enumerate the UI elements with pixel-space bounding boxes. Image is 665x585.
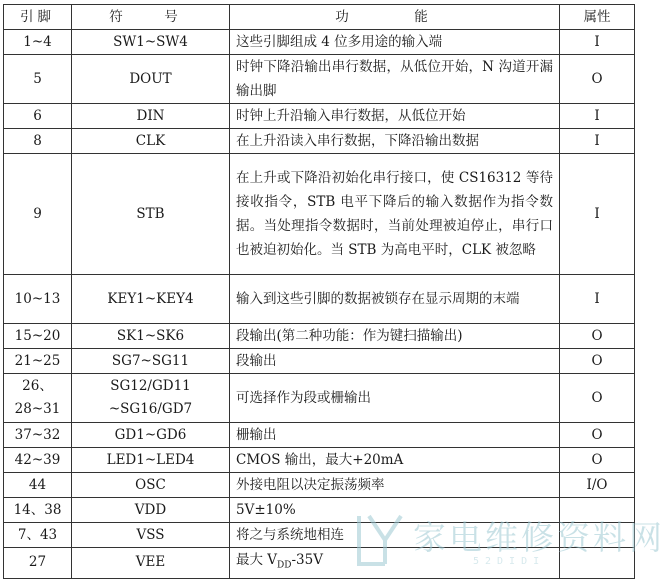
table-row <box>4 448 635 473</box>
function-cell: 5V±10% <box>230 498 560 523</box>
symbol-cell: SK1~SK6 <box>72 324 230 349</box>
symbol-cell: STB <box>72 154 230 275</box>
table-row <box>4 374 635 423</box>
function-cell: 段输出 <box>230 349 560 374</box>
attr-cell: I <box>560 104 635 129</box>
watermark-subtext: 52DIDI <box>473 556 546 567</box>
pin-cell: 37~32 <box>4 423 72 448</box>
symbol-cell: VSS <box>72 523 230 548</box>
header-attr: 属性 <box>560 5 635 30</box>
attr-cell <box>560 498 635 523</box>
pin-cell: 15~20 <box>4 324 72 349</box>
function-cell: 段输出(第二种功能：作为键扫描输出) <box>230 324 560 349</box>
function-cell: 在上升或下降沿初始化串行接口，使 CS16312 等待接收指令，STB 电平下降后的输入数据作为指令数据。当处理指令数据时，当前处理被迫停止，串行口也被迫初始化。当 STB 为高电平时，CLK 被忽略 <box>230 154 560 275</box>
header-symbol: 符 号 <box>72 5 230 30</box>
watermark-text: 家电维修资料网 <box>413 518 665 557</box>
symbol-cell: KEY1~KEY4 <box>72 275 230 324</box>
table-row <box>4 55 635 104</box>
attr-cell: I <box>560 129 635 154</box>
pin-cell: 10~13 <box>4 275 72 324</box>
pin-cell: 14、38 <box>4 498 72 523</box>
pin-cell: 5 <box>4 55 72 104</box>
pin-cell: 27 <box>4 548 72 579</box>
table-row <box>4 473 635 498</box>
symbol-cell: OSC <box>72 473 230 498</box>
symbol-cell: LED1~LED4 <box>72 448 230 473</box>
pin-cell: 6 <box>4 104 72 129</box>
pin-cell: 8 <box>4 129 72 154</box>
pin-cell: 44 <box>4 473 72 498</box>
table-row <box>4 324 635 349</box>
symbol-cell: CLK <box>72 129 230 154</box>
pin-cell: 42~39 <box>4 448 72 473</box>
symbol-cell: SG7~SG11 <box>72 349 230 374</box>
pin-cell: 7、43 <box>4 523 72 548</box>
attr-cell: O <box>560 448 635 473</box>
function-cell: 在上升沿读入串行数据，下降沿输出数据 <box>230 129 560 154</box>
attr-cell: O <box>560 423 635 448</box>
table-header-row <box>4 5 635 30</box>
function-suffix: -35V <box>291 552 323 568</box>
attr-cell: O <box>560 374 635 423</box>
function-cell: 输入到这些引脚的数据被锁存在显示周期的末端 <box>230 275 560 324</box>
function-cell: 将之与系统地相连 <box>230 523 560 548</box>
attr-cell: O <box>560 55 635 104</box>
pin-cell: 21~25 <box>4 349 72 374</box>
symbol-cell: DIN <box>72 104 230 129</box>
attr-cell: O <box>560 324 635 349</box>
header-function: 功 能 <box>230 5 560 30</box>
table-row <box>4 30 635 55</box>
table-row <box>4 275 635 324</box>
pin-cell: 26、28~31 <box>4 374 72 423</box>
function-cell <box>230 548 560 579</box>
symbol-cell: SW1~SW4 <box>72 30 230 55</box>
symbol-cell: VEE <box>72 548 230 579</box>
attr-cell: I/O <box>560 473 635 498</box>
symbol-cell: DOUT <box>72 55 230 104</box>
function-subscript: DD <box>277 560 292 571</box>
function-cell: CMOS 输出，最大+20mA <box>230 448 560 473</box>
attr-cell: I <box>560 30 635 55</box>
attr-cell: I <box>560 275 635 324</box>
attr-cell: O <box>560 349 635 374</box>
table-row <box>4 498 635 523</box>
function-cell: 时钟上升沿输入串行数据，从低位开始 <box>230 104 560 129</box>
attr-cell <box>560 548 635 579</box>
table-row <box>4 523 635 548</box>
header-pin: 引脚 <box>4 5 72 30</box>
function-cell: 可选择作为段或栅输出 <box>230 374 560 423</box>
table-row <box>4 423 635 448</box>
table-row <box>4 154 635 275</box>
table-row <box>4 104 635 129</box>
function-cell: 栅输出 <box>230 423 560 448</box>
function-cell: 时钟下降沿输出串行数据，从低位开始，N 沟道开漏输出脚 <box>230 55 560 104</box>
table-row <box>4 129 635 154</box>
symbol-cell: VDD <box>72 498 230 523</box>
symbol-cell: SG12/GD11 ~SG16/GD7 <box>72 374 230 423</box>
table-row <box>4 548 635 579</box>
pin-cell: 9 <box>4 154 72 275</box>
attr-cell <box>560 523 635 548</box>
table-row <box>4 349 635 374</box>
pin-cell: 1~4 <box>4 30 72 55</box>
function-cell: 外接电阻以决定振荡频率 <box>230 473 560 498</box>
symbol-cell: GD1~GD6 <box>72 423 230 448</box>
function-cell: 这些引脚组成 4 位多用途的输入端 <box>230 30 560 55</box>
pin-function-table <box>3 4 635 579</box>
attr-cell: I <box>560 154 635 275</box>
function-prefix: 最大 V <box>236 552 278 568</box>
